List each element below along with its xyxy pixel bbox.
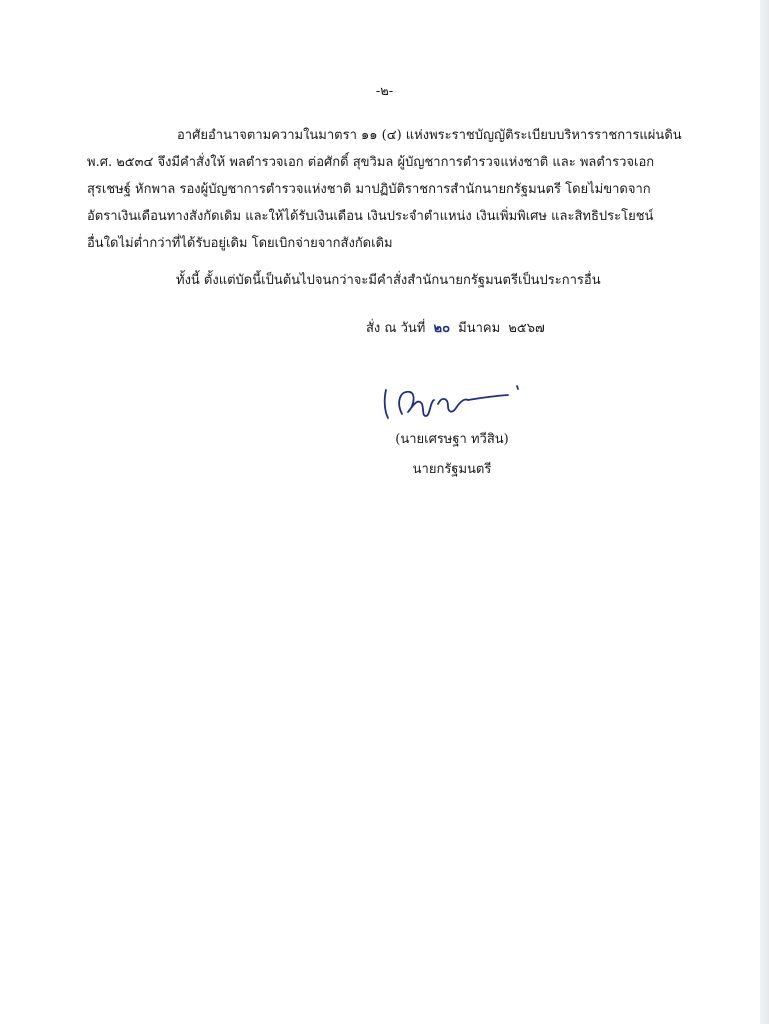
order-date-day: ๒๐ bbox=[433, 321, 451, 336]
signer-position: นายกรัฐมนตรี bbox=[412, 462, 492, 477]
page-number: -๒- bbox=[375, 84, 394, 99]
paragraph-line: อื่นใดไม่ต่ำกว่าที่ได้รับอยู่เดิม โดยเบิกจ่ายจากสังกัดเดิม bbox=[87, 236, 393, 251]
signature-strokes bbox=[385, 386, 518, 418]
signature-stroke bbox=[438, 399, 468, 412]
order-date-prefix: สั่ง ณ วันที่ bbox=[366, 321, 426, 336]
signature-stroke bbox=[517, 386, 518, 389]
order-date-month: มีนาคม bbox=[458, 321, 501, 336]
paragraph-line: พ.ศ. ๒๕๓๔ จึงมีคำสั่งให้ พลตำรวจเอก ต่อศักดิ์ สุขวิมล ผู้บัญชาการตำรวจแห่งชาติ และ พลตำรวจเอก bbox=[87, 155, 655, 170]
paragraph-line: ทั้งนี้ ตั้งแต่บัดนี้เป็นต้นไปจนกว่าจะมีคำสั่งสำนักนายกรัฐมนตรีเป็นประการอื่น bbox=[176, 273, 601, 288]
signature-stroke bbox=[468, 395, 508, 400]
signature-stroke bbox=[385, 390, 388, 418]
handwritten-signature bbox=[382, 380, 522, 422]
effective-paragraph bbox=[87, 267, 669, 294]
signer-name: (นายเศรษฐา ทวีสิน) bbox=[395, 432, 509, 447]
paragraph-line: อาศัยอำนาจตามความในมาตรา ๑๑ (๔) แห่งพระราชบัญญัติระเบียบบริหารราชการแผ่นดิน bbox=[177, 128, 682, 143]
paragraph-line: อัตราเงินเดือนทางสังกัดเดิม และให้ได้รับเงินเดือน เงินประจำตำแหน่ง เงินเพิ่มพิเศษ และสิทธิประโยชน์ bbox=[87, 209, 654, 224]
order-date-year: ๒๕๖๗ bbox=[508, 321, 545, 336]
scan-edge-shadow bbox=[760, 0, 769, 1024]
order-paragraph bbox=[87, 122, 682, 257]
signature-stroke bbox=[399, 392, 434, 416]
paragraph-line: สุรเชษฐ์ หักพาล รองผู้บัญชาการตำรวจแห่งชาติ มาปฏิบัติราชการสำนักนายกรัฐมนตรี โดยไม่ขาดจาก bbox=[87, 182, 651, 197]
order-date bbox=[366, 317, 549, 338]
document-body bbox=[87, 122, 682, 294]
